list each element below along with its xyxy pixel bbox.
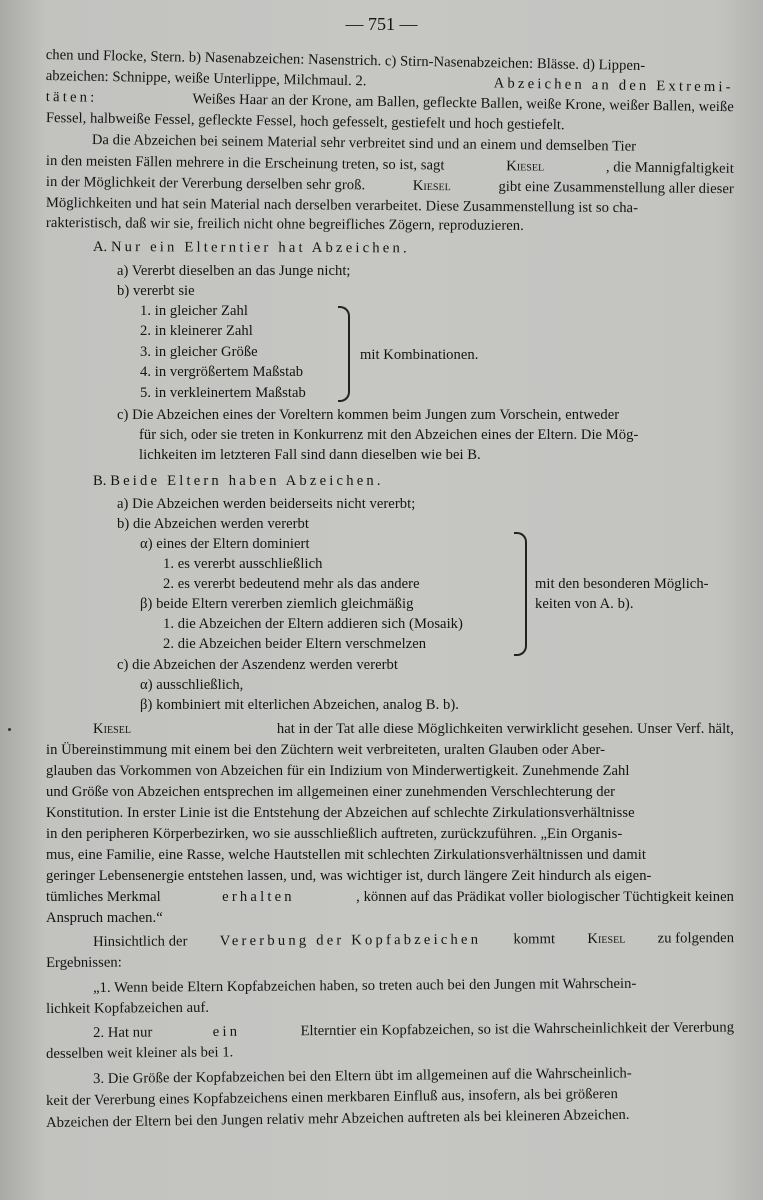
curly-brace — [338, 306, 350, 402]
spaced-heading: Abzeichen an den Extremi- — [493, 75, 734, 96]
list-item: 1. die Abzeichen der Eltern addieren sich (Mosaik) — [163, 616, 463, 632]
scan-speck — [8, 728, 11, 731]
text-line: chen und Flocke, Stern. b) Nasenabzeichen: Nasenstrich. c) Stirn-Nasenabzeichen: Blässe. d) Lippen- — [45, 46, 646, 74]
list-item: 3. in gleicher Größe — [140, 344, 258, 360]
text-line: desselben weit kleiner als bei 1. — [46, 1044, 234, 1062]
text-line: Möglichkeiten und hat sein Material nach derselben verarbeitet. Diese Zusammenstellung ist so cha- — [45, 194, 639, 217]
list-item: 1. in gleicher Zahl — [140, 303, 248, 319]
list-item: β) kombiniert mit elterlichen Abzeichen, analog B. b). — [140, 697, 459, 713]
text-line: tümliches Merkmal erhalten , können auf das Prädikat voller biologischer Tüchtigkeit keinen — [46, 889, 734, 905]
list-item: 5. in verkleinertem Maßstab — [140, 385, 306, 401]
text-line: geringer Lebensenergie entstehen lassen, und, was wichtiger ist, durch längere Zeit hindurch als eigen- — [46, 868, 652, 884]
text-line: Anspruch machen.“ — [46, 910, 163, 926]
text-line: und Größe von Abzeichen entsprechen im allgemeinen einer zunehmenden Verschlechterung der — [46, 784, 616, 800]
brace-label: keiten von A. b). — [535, 596, 634, 612]
author-name: Kiesel — [412, 177, 451, 195]
author-name: Kiesel — [93, 721, 132, 737]
list-item: 2. die Abzeichen beider Eltern verschmelzen — [163, 636, 427, 652]
text-line: in Übereinstimmung mit einem bei den Züchtern weit verbreiteten, uralten Glauben oder Aber- — [46, 742, 606, 758]
text-line: keit der Vererbung eines Kopfabzeichens einen merkbaren Einfluß aus, insofern, als bei größeren — [46, 1086, 618, 1109]
list-item: 4. in vergrößertem Maßstab — [140, 364, 304, 380]
brace-label: mit den besonderen Möglich- — [535, 576, 709, 592]
list-item: α) eines der Eltern dominiert — [140, 536, 310, 552]
text-line: in der Möglichkeit der Vererbung derselben sehr groß. Kiesel gibt eine Zusammenstellung aller dieser — [45, 173, 734, 198]
text-line: lichkeiten im letzteren Fall sind dann dieselben wie bei B. — [139, 447, 481, 463]
text-line: glauben das Vorkommen von Abzeichen für ein Indizium von Minderwertigkeit. Zunehmende Zahl — [46, 763, 630, 779]
text-line: c) Die Abzeichen eines der Voreltern kommen beim Jungen zum Vorschein, entweder — [117, 407, 620, 423]
text-line: in den meisten Fällen mehrere in die Erscheinung treten, so ist, sagt Kiesel , die Mannigfaltigkeit — [45, 152, 734, 177]
list-item: a) Die Abzeichen werden beiderseits nicht vererbt; — [117, 496, 416, 512]
list-item: b) vererbt sie — [117, 283, 195, 299]
list-item: α) ausschließlich, — [140, 677, 244, 693]
text-line: täten: Weißes Haar an der Krone, am Ballen, gefleckte Ballen, weiße Krone, weißer Ballen, weiße — [45, 88, 734, 116]
text-line: Ergebnissen: — [46, 954, 122, 971]
text-line: Hinsichtlich der Vererbung der Kopfabzeichen kommt Kiesel zu folgenden — [93, 930, 735, 950]
list-item: 1. es vererbt ausschließlich — [163, 556, 323, 572]
text-line: Kiesel hat in der Tat alle diese Möglichkeiten verwirklicht gesehen. Unser Verf. hält, — [93, 721, 734, 737]
text-line: rakteristisch, daß wir sie, freilich nicht ohne begreifliches Zögern, reproduzieren. — [45, 214, 524, 234]
text-line: in den peripheren Körperbezirken, wo sie ausschließlich auftreten, zurückzuführen. „Ein Organis- — [46, 826, 623, 842]
list-item: 2. in kleinerer Zahl — [140, 323, 253, 339]
text-line: Abzeichen der Eltern bei den Jungen relativ mehr Abzeichen auftreten als bei kleineren Abzeichen. — [46, 1106, 630, 1131]
section-heading-b: B. Beide Eltern haben Abzeichen. — [93, 473, 384, 489]
brace-label: mit Kombinationen. — [360, 347, 479, 363]
text-line: Konstitution. In erster Linie ist die Entstehung der Abzeichen auf schlechte Zirkulationsverhältnisse — [46, 805, 635, 821]
list-item: β) beide Eltern vererben ziemlich gleichmäßig — [140, 596, 414, 612]
section-heading-a: A. Nur ein Elterntier hat Abzeichen. — [92, 238, 410, 257]
text-line: 3. Die Größe der Kopfabzeichen bei den Eltern übt im allgemeinen auf die Wahrscheinlich- — [93, 1065, 632, 1087]
list-item: b) die Abzeichen werden vererbt — [117, 516, 309, 532]
curly-brace — [514, 532, 527, 656]
list-item: a) Vererbt dieselben an das Junge nicht; — [117, 263, 351, 279]
text-line: abzeichen: Schnippe, weiße Unterlippe, Milchmaul. 2. Abzeichen an den Extremi- — [45, 67, 734, 96]
list-item: c) die Abzeichen der Aszendenz werden vererbt — [117, 657, 399, 673]
list-item: 2. es vererbt bedeutend mehr als das andere — [163, 576, 420, 592]
author-name: Kiesel — [506, 158, 545, 175]
author-name: Kiesel — [587, 930, 626, 947]
text-line: 2. Hat nur ein Elterntier ein Kopfabzeichen, so ist die Wahrscheinlichkeit der Vererbung — [93, 1019, 735, 1041]
text-line: „1. Wenn beide Eltern Kopfabzeichen haben, so treten auch bei den Jungen mit Wahrschein- — [93, 975, 637, 996]
text-line: lichkeit Kopfabzeichen auf. — [46, 999, 210, 1017]
page-number: — 751 — — [345, 14, 418, 34]
text-line: für sich, oder sie treten in Konkurrenz mit den Abzeichen eines der Eltern. Die Mög- — [139, 427, 639, 443]
text-line: Da die Abzeichen bei seinem Material sehr verbreitet sind und an einem und demselben Tier — [91, 131, 637, 155]
text-line: mus, eine Familie, eine Rasse, welche Hautstellen mit schlechten Zirkulationsverhältnissen und damit — [46, 847, 646, 863]
text-line: Fessel, halbweiße Fessel, gefleckte Fessel, hoch gefesselt, gestiefelt und hoch gestiefelt. — [45, 109, 565, 134]
